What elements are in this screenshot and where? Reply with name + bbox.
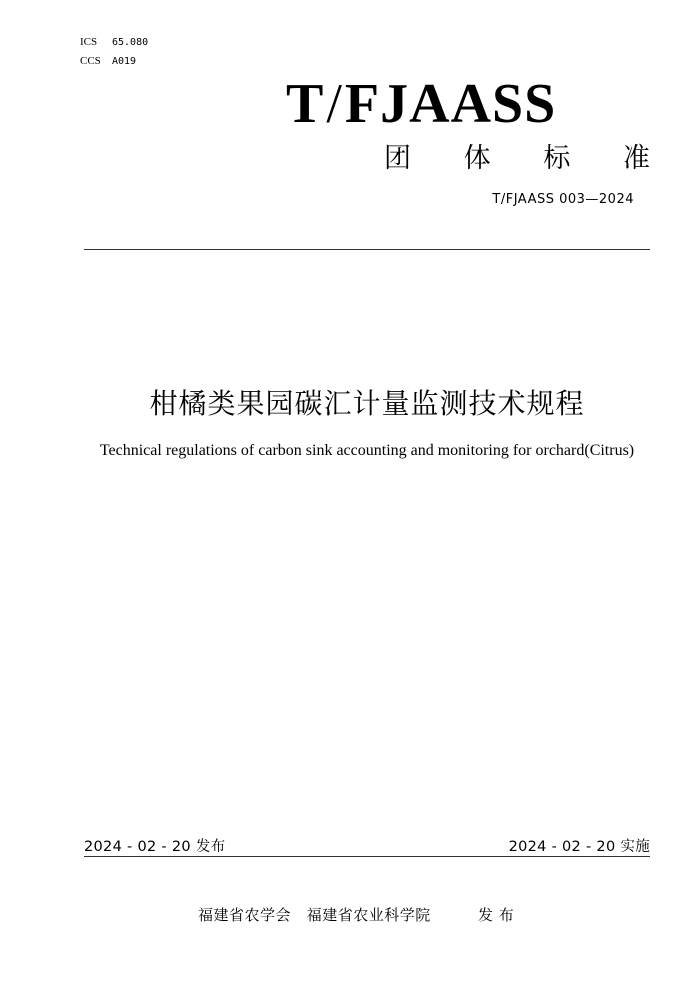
standard-type	[384, 136, 650, 175]
organization-logo	[286, 73, 557, 135]
standard-type-char: 标	[543, 143, 571, 174]
ics-line	[80, 33, 148, 52]
issue-label: 发 布	[478, 906, 515, 924]
title-english: Technical regulations of carbon sink accounting and monitoring for orchard(Citrus)	[99, 442, 635, 459]
issuing-organizations	[198, 904, 431, 925]
ics-key: ICS	[80, 36, 98, 48]
ccs-key: CCS	[80, 55, 101, 67]
classification-codes	[80, 33, 148, 71]
issuer-names: 福建省农学会 福建省农业科学院	[198, 906, 431, 924]
logo-name: FJAASS	[344, 73, 557, 135]
standard-type-char: 准	[622, 143, 650, 174]
logo-prefix: T	[286, 73, 325, 135]
logo-slash: /	[326, 73, 343, 135]
title-chinese: 柑橘类果园碳汇计量监测技术规程	[149, 387, 585, 420]
bottom-divider	[84, 856, 650, 857]
ccs-line	[80, 52, 148, 71]
standard-number: T/FJAASS 003—2024	[492, 192, 634, 207]
release-date: 2024 - 02 - 20 发布	[84, 839, 226, 855]
standard-type-char: 体	[463, 143, 491, 174]
implementation-date: 2024 - 02 - 20 实施	[508, 839, 650, 855]
standard-type-char: 团	[384, 143, 411, 174]
top-divider	[84, 249, 650, 250]
ics-value: 65.080	[112, 37, 149, 48]
ccs-value: A019	[112, 56, 137, 67]
